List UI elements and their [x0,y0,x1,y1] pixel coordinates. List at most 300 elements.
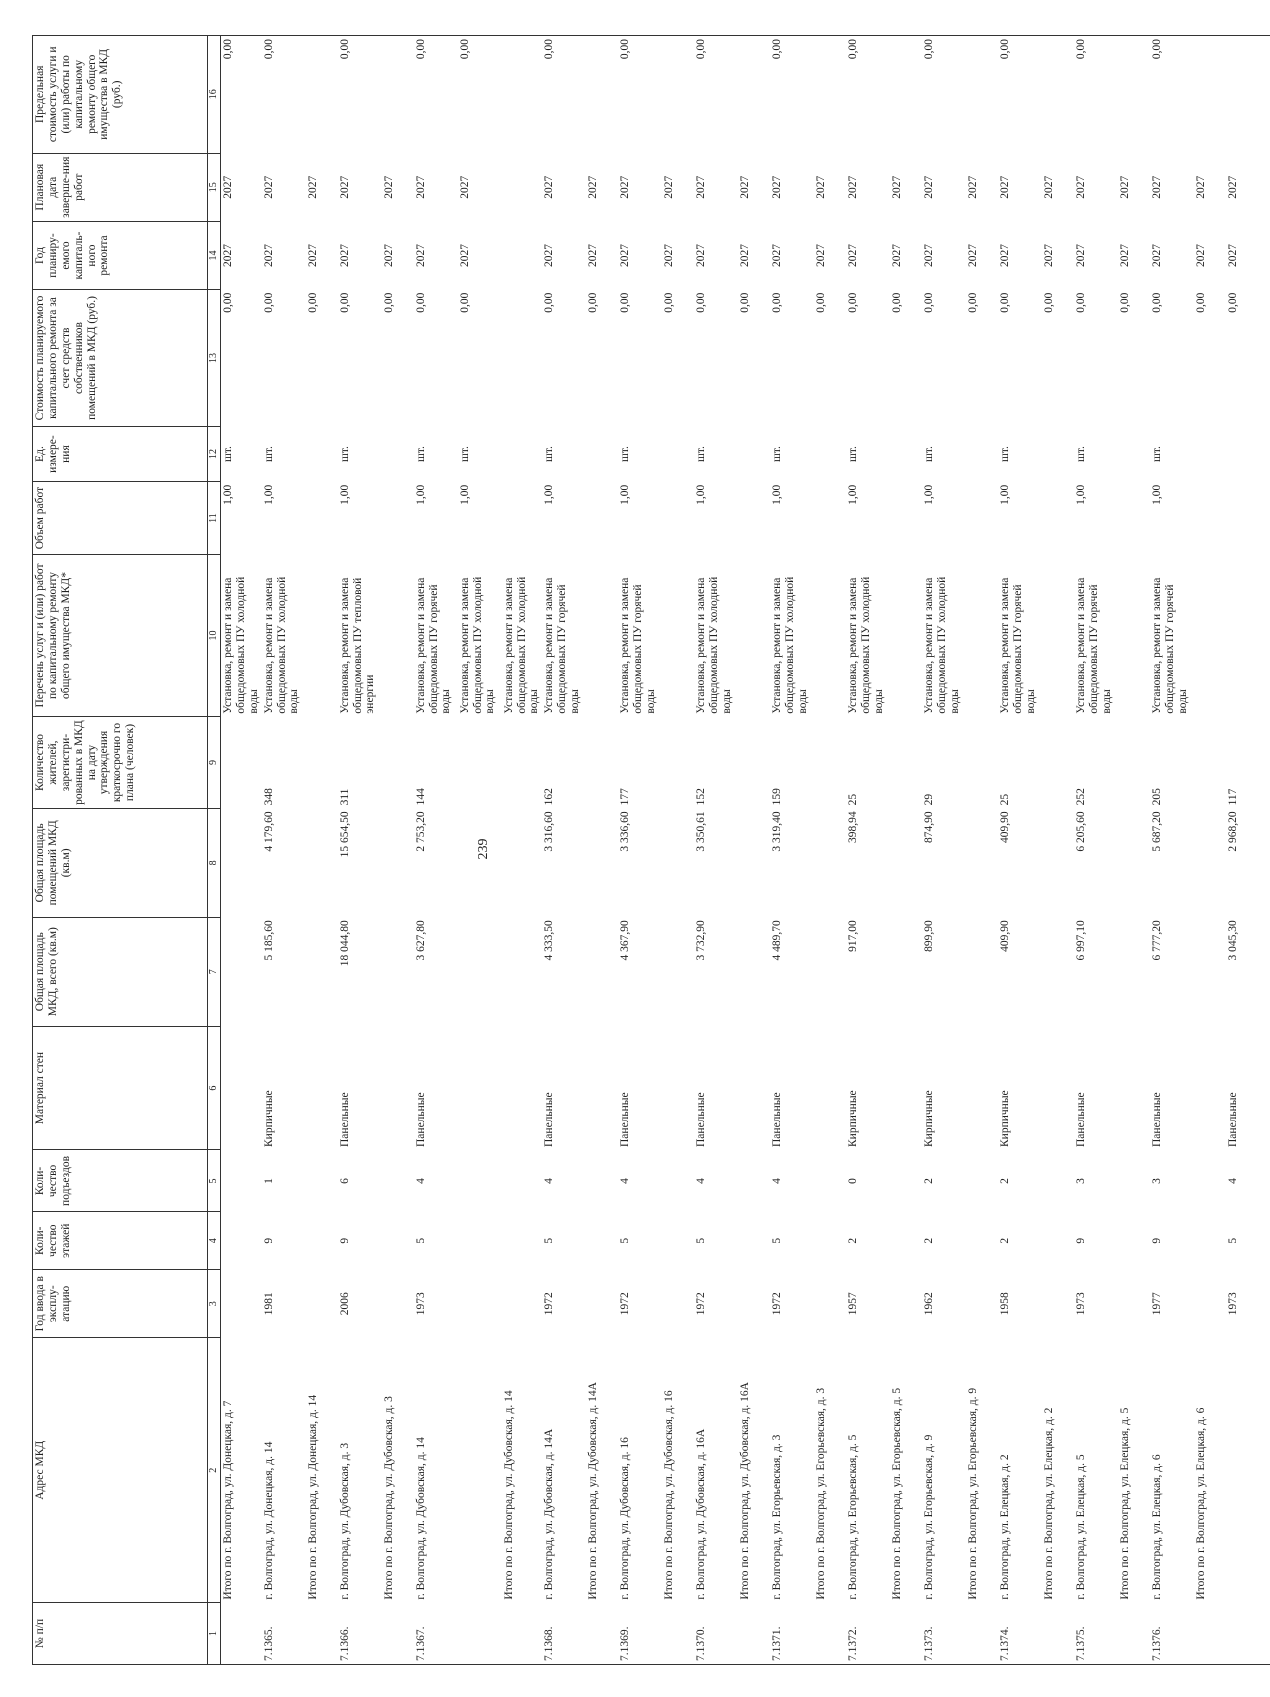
row-floors [1194,1212,1226,1270]
row-year: 1981 [262,1292,275,1316]
row-area-total [738,917,770,1026]
table-row [998,36,1042,1665]
row-entrances [382,1150,414,1212]
row-wall-material: Панельные [338,1092,351,1147]
row-wall-material [458,1026,502,1150]
row-floors: 5 [695,1237,708,1244]
row-number [738,1603,770,1665]
row-area-total: 6 997,10 [1075,920,1088,961]
row-unit [966,426,998,482]
row-floors [890,1212,922,1270]
row-work: Установка, ремонт и замена общедомовых ПУ холодной воды [458,576,497,714]
row-number [890,1603,922,1665]
col-number: 15 [208,153,221,221]
row-area-rooms [662,808,694,917]
row-area-rooms [221,808,262,917]
row-unit: шт. [771,446,784,462]
row-area-total [1118,917,1150,1026]
row-work [814,554,846,716]
row-year: 1972 [619,1292,632,1316]
table-row [770,36,814,1665]
row-entrances: 4 [771,1178,784,1184]
row-wall-material [1042,1026,1074,1150]
row-end-date: 2027 [262,175,275,199]
row-cost: 0,00 [739,292,752,313]
row-residents: 252 [1075,788,1088,806]
row-unit [1194,426,1226,482]
table-row [1118,36,1150,1665]
row-plan-year: 2027 [1151,244,1164,268]
row-address: Итого по г. Волгоград, ул. Егорьевская, д. 5 [891,1387,904,1600]
row-plan-year: 2027 [306,244,319,268]
row-volume [738,482,770,555]
row-end-date: 2027 [663,175,676,199]
row-cost: 0,00 [262,292,275,313]
row-work [1194,554,1226,716]
row-number [221,1603,262,1665]
row-cost: 0,00 [306,292,319,313]
row-unit: шт. [458,446,471,462]
row-area-total [814,917,846,1026]
table-row [1074,36,1118,1665]
row-wall-material: Кирпичные [923,1090,936,1147]
row-residents [662,717,694,809]
row-area-total [890,917,922,1026]
col-number: 16 [208,36,221,154]
row-area-rooms: 5 687,20 [1151,811,1164,852]
row-volume [1042,482,1074,555]
col-header: Общая площадь помещений МКД (кв.м) [33,808,208,917]
row-limit-cost [382,36,414,154]
row-area-rooms [1194,808,1226,917]
row-area-rooms: 3 336,60 [619,811,632,852]
row-limit-cost [738,36,770,154]
row-address [1226,1338,1270,1603]
row-residents [1118,717,1150,809]
col-header: Коли-чество этажей [33,1212,208,1270]
row-area-rooms [502,808,543,917]
row-plan-year: 2027 [382,244,395,268]
row-area-rooms [382,808,414,917]
row-volume: 1,00 [458,484,471,505]
row-number [1194,1603,1226,1665]
row-wall-material [502,1026,543,1150]
row-area-total [221,917,262,1026]
row-end-date: 2027 [382,175,395,199]
row-volume: 1,00 [1151,484,1164,505]
table-row [1226,36,1270,1665]
row-number [382,1603,414,1665]
row-cost: 0,00 [338,292,351,313]
row-entrances: 3 [1151,1178,1164,1184]
row-plan-year: 2027 [771,244,784,268]
row-plan-year: 2027 [1195,244,1208,268]
row-year: 1973 [1227,1292,1240,1316]
row-area-total [966,917,998,1026]
column-number-row [208,36,221,1665]
row-cost: 0,00 [1075,292,1088,313]
row-area-rooms: 15 654,50 [338,811,351,858]
row-residents: 162 [543,788,556,806]
row-work [890,554,922,716]
row-work: Установка, ремонт и замена общедомовых ПУ холодной воды [847,576,885,714]
row-volume: 1,00 [695,484,708,505]
row-limit-cost: 0,00 [618,36,662,154]
col-number: 3 [208,1270,221,1338]
row-address: Итого по г. Волгоград, ул. Донецкая, д. 7 [222,1400,234,1600]
row-volume [1226,482,1270,555]
col-header: Общая площадь МКД, всего (кв.м) [33,917,208,1026]
row-work [1118,554,1150,716]
row-address: г. Волгоград, ул. Дубовская, д. 14 [414,1437,427,1600]
row-address [458,1338,502,1603]
row-work: Установка, ремонт и замена общедомовых ПУ горячей воды [1151,577,1189,714]
row-limit-cost [586,36,618,154]
row-wall-material [1118,1026,1150,1150]
row-volume: 1,00 [222,484,234,505]
row-volume [966,482,998,555]
row-area-total [502,917,543,1026]
row-unit [1226,426,1270,482]
row-wall-material [966,1026,998,1150]
row-floors: 2 [999,1237,1012,1244]
row-work: Установка, ремонт и замена общедомовых ПУ горячей воды [619,577,657,714]
row-plan-year: 2027 [587,244,600,268]
row-floors: 5 [771,1237,784,1244]
row-year: 1973 [414,1292,427,1316]
table-row [542,36,586,1665]
row-unit [1042,426,1074,482]
col-number: 4 [208,1212,221,1270]
row-end-date: 2027 [1119,175,1132,199]
col-header: Перечень услуг и (или) работ по капитальному ремонту общего имущества МКД* [33,554,208,716]
row-unit [814,426,846,482]
row-work: Установка, ремонт и замена общедомовых ПУ холодной воды [923,576,961,714]
row-area-total: 4 489,70 [771,920,784,961]
row-number: 7.1373. [922,1603,966,1665]
row-area-total: 3 045,30 [1227,920,1240,961]
row-entrances: 4 [619,1178,632,1184]
row-wall-material: Панельные [1227,1092,1240,1147]
row-floors: 2 [923,1237,936,1244]
row-end-date: 2027 [815,175,828,199]
row-number: 7.1365. [262,1603,306,1665]
row-wall-material: Панельные [1075,1092,1088,1147]
row-area-rooms [890,808,922,917]
row-end-date: 2027 [543,175,556,199]
row-address: г. Волгоград, ул. Егорьевская, д. 9 [923,1434,936,1600]
row-volume [382,482,414,555]
table-row [382,36,414,1665]
row-floors: 9 [1075,1237,1088,1244]
row-area-rooms [1042,808,1074,917]
row-area-rooms: 3 319,40 [771,811,784,852]
row-plan-year [502,221,543,289]
row-area-total: 18 044,80 [338,920,351,967]
row-number [502,1603,543,1665]
table-row [738,36,770,1665]
row-entrances: 4 [695,1178,708,1184]
row-number: 7.1376. [1150,1603,1194,1665]
row-residents [1194,717,1226,809]
row-area-rooms [814,808,846,917]
row-address: Итого по г. Волгоград, ул. Дубовская, д. 16 [663,1390,676,1600]
row-address: г. Волгоград, ул. Дубовская, д. 3 [338,1442,351,1600]
row-residents [458,717,502,809]
row-wall-material: Панельные [414,1092,427,1147]
row-end-date: 2027 [1075,175,1088,199]
col-number: 13 [208,290,221,427]
row-volume [814,482,846,555]
row-plan-year: 2027 [695,244,708,268]
row-floors [502,1212,543,1270]
row-wall-material [1194,1026,1226,1150]
row-floors [221,1212,262,1270]
row-plan-year: 2027 [967,244,980,268]
row-unit [1118,426,1150,482]
row-plan-year: 2027 [262,244,275,268]
row-entrances: 2 [923,1178,936,1184]
row-number [662,1603,694,1665]
table-row [306,36,338,1665]
row-end-date: 2027 [967,175,980,199]
row-entrances: 4 [1227,1178,1240,1184]
row-area-total: 3 732,90 [695,920,708,961]
row-year [458,1270,502,1338]
row-entrances [306,1150,338,1212]
table-row [662,36,694,1665]
row-cost: 0,00 [891,292,904,313]
row-plan-year: 2027 [739,244,752,268]
row-volume: 1,00 [847,484,860,505]
row-number: 7.1371. [770,1603,814,1665]
row-entrances [458,1150,502,1212]
col-number: 14 [208,221,221,289]
row-end-date: 2027 [1195,175,1208,199]
row-residents [738,717,770,809]
row-area-rooms: 3 350,61 [695,811,708,852]
row-wall-material [221,1026,262,1150]
row-limit-cost: 0,00 [770,36,814,154]
row-area-rooms [738,808,770,917]
row-number [1226,1603,1270,1665]
row-volume: 1,00 [619,484,632,505]
row-address: Итого по г. Волгоград, ул. Егорьевская, д. 9 [967,1387,980,1600]
table-row [262,36,306,1665]
table-row [618,36,662,1665]
row-limit-cost [1042,36,1074,154]
row-residents: 177 [619,788,632,806]
row-floors: 5 [1227,1237,1240,1244]
row-plan-year: 2027 [847,244,860,268]
row-area-rooms: 3 316,60 [543,811,556,852]
row-work: Установка, ремонт и замена общедомовых ПУ горячей воды [1075,577,1113,714]
col-header: Год планиру-емого капиталь-ного ремонта [33,221,208,289]
row-volume: 1,00 [262,484,275,505]
page-number: 239 [476,838,491,860]
row-year [814,1270,846,1338]
row-number [966,1603,998,1665]
row-limit-cost [1118,36,1150,154]
row-floors [586,1212,618,1270]
col-number: 12 [208,426,221,482]
row-area-rooms [1118,808,1150,917]
row-year: 1977 [1151,1292,1164,1316]
row-work [382,554,414,716]
row-address: Итого по г. Волгоград, ул. Дубовская, д. 14 [502,1390,515,1600]
row-limit-cost: 0,00 [221,36,262,154]
row-residents [306,717,338,809]
row-floors: 9 [1151,1237,1164,1244]
col-header: Ед. измере-ния [33,426,208,482]
table-row [846,36,890,1665]
row-entrances [662,1150,694,1212]
row-address: г. Волгоград, ул. Егорьевская, д. 3 [771,1434,784,1600]
row-unit: шт. [222,446,234,462]
row-end-date: 2027 [923,175,936,199]
row-cost: 0,00 [414,292,427,313]
col-header: Предельная стоимость услуги и (или) работы по капитальному ремонту общего имущества в МКД (руб.) [33,36,208,154]
row-work: Установка, ремонт и замена общедомовых ПУ горячей воды [543,577,581,714]
row-area-total: 899,90 [923,920,936,952]
row-end-date: 2027 [1227,175,1240,199]
row-area-total [1194,917,1226,1026]
row-area-rooms [458,808,502,917]
row-floors: 9 [262,1237,275,1244]
row-limit-cost: 0,00 [542,36,586,154]
header-row [33,36,208,1665]
row-limit-cost [502,36,543,154]
row-address: г. Волгоград, ул. Елецкая, д. 5 [1075,1454,1088,1600]
row-limit-cost: 0,00 [338,36,382,154]
table-row [458,36,502,1665]
row-number: 7.1367. [414,1603,458,1665]
row-residents: 152 [695,788,708,806]
row-unit: шт. [1075,446,1088,462]
row-plan-year: 2027 [1227,244,1240,268]
row-area-total: 6 777,20 [1151,920,1164,961]
row-unit: шт. [847,446,860,462]
table-row [338,36,382,1665]
row-area-rooms: 874,90 [923,811,936,844]
row-plan-year: 2027 [619,244,632,268]
row-plan-year: 2027 [414,244,427,268]
row-entrances: 0 [847,1178,860,1184]
row-year: 1958 [999,1292,1012,1316]
row-cost: 0,00 [222,292,234,313]
row-floors [306,1212,338,1270]
row-cost: 0,00 [847,292,860,313]
row-limit-cost: 0,00 [1150,36,1194,154]
row-plan-year: 2027 [815,244,828,268]
row-unit: шт. [262,446,275,462]
row-end-date: 2027 [891,175,904,199]
table-row [221,36,262,1665]
row-limit-cost [966,36,998,154]
row-residents [221,717,262,809]
row-year [738,1270,770,1338]
row-wall-material [382,1026,414,1150]
row-plan-year: 2027 [663,244,676,268]
row-floors [738,1212,770,1270]
row-end-date: 2027 [414,175,427,199]
table-row [966,36,998,1665]
row-entrances: 6 [338,1178,351,1184]
row-year: 1972 [771,1292,784,1316]
row-plan-year: 2027 [338,244,351,268]
row-area-total [306,917,338,1026]
row-volume [502,482,543,555]
row-area-rooms [586,808,618,917]
row-entrances [586,1150,618,1212]
table-row [502,36,543,1665]
row-wall-material [662,1026,694,1150]
row-area-rooms: 4 179,60 [262,811,275,852]
row-year [221,1270,262,1338]
row-address: Итого по г. Волгоград, ул. Елецкая, д. 2 [1043,1407,1056,1600]
row-area-total: 3 627,80 [414,920,427,961]
row-unit [738,426,770,482]
row-volume [662,482,694,555]
row-floors [1042,1212,1074,1270]
table-row [814,36,846,1665]
row-residents: 29 [923,793,936,806]
row-plan-year: 2027 [923,244,936,268]
row-residents: 348 [262,788,275,806]
row-wall-material [890,1026,922,1150]
row-address: Итого по г. Волгоград, ул. Дубовская, д. 16А [739,1382,752,1600]
row-area-total: 917,00 [847,920,860,952]
col-header: Материал стен [33,1026,208,1150]
row-unit [662,426,694,482]
row-wall-material [586,1026,618,1150]
col-number: 6 [208,1026,221,1150]
row-entrances [966,1150,998,1212]
col-header: Стоимость планируемого капитального ремонта за счет средств собственников помещений в МКД (руб.) [33,290,208,427]
row-cost: 0,00 [1195,292,1208,313]
row-address: г. Волгоград, ул. Дубовская, д. 14А [543,1428,556,1600]
row-residents [586,717,618,809]
row-end-date: 2027 [338,175,351,199]
row-entrances [890,1150,922,1212]
row-unit: шт. [999,446,1012,462]
table-row [890,36,922,1665]
row-work [1042,554,1074,716]
table-row [586,36,618,1665]
row-entrances [814,1150,846,1212]
row-residents: 25 [999,793,1012,806]
row-unit: шт. [619,446,632,462]
row-area-total [382,917,414,1026]
row-end-date: 2027 [222,175,234,199]
table-row [1150,36,1194,1665]
col-number: 10 [208,554,221,716]
row-address: г. Волгоград, ул. Егорьевская, д. 5 [847,1434,860,1600]
row-plan-year: 2027 [891,244,904,268]
row-floors: 5 [414,1237,427,1244]
row-work [966,554,998,716]
row-cost: 0,00 [999,292,1012,313]
row-year [1194,1270,1226,1338]
row-cost: 0,00 [695,292,708,313]
row-volume [1118,482,1150,555]
row-floors [814,1212,846,1270]
row-area-rooms: 6 205,60 [1075,811,1088,852]
row-wall-material [738,1026,770,1150]
row-unit [502,426,543,482]
table-body [221,36,1270,1665]
row-unit: шт. [1151,446,1164,462]
